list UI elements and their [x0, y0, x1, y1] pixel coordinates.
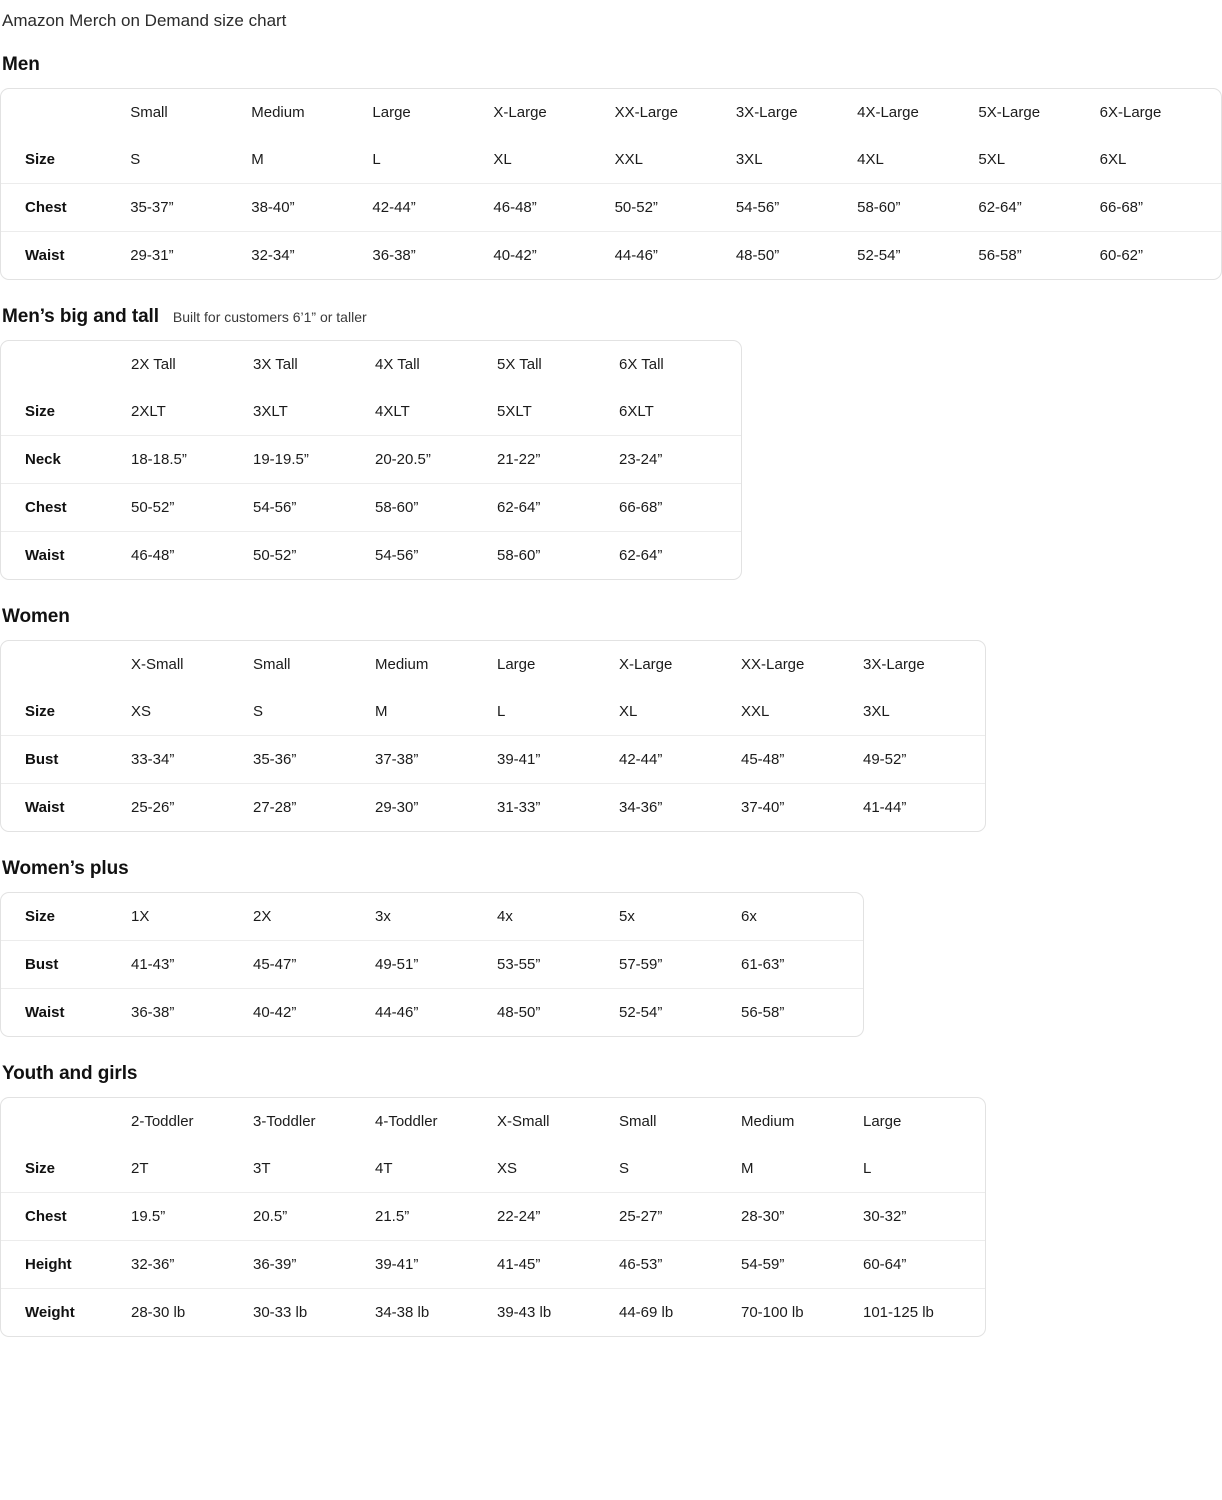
- table-cell: 49-51”: [375, 941, 497, 989]
- table-cell: 70-100 lb: [741, 1304, 804, 1322]
- column-header: 6X Tall: [619, 356, 664, 374]
- column-header: Medium: [741, 1113, 795, 1131]
- table-cell: S: [253, 688, 375, 736]
- table-row: [1, 388, 741, 436]
- table-cell: 46-53”: [619, 1241, 741, 1289]
- table-cell: L: [863, 1145, 985, 1193]
- table-row: [1, 1193, 985, 1241]
- section-title: Women’s plus: [2, 858, 129, 880]
- table-row: [1, 784, 985, 831]
- table-cell: 39-43 lb: [497, 1304, 552, 1322]
- column-header: Large: [497, 656, 536, 674]
- section-title: Youth and girls: [2, 1063, 138, 1085]
- table-cell: 5x: [619, 893, 741, 941]
- table-header-row: [1, 89, 1221, 136]
- table-cell: 3x: [375, 893, 497, 941]
- table-cell: 42-44”: [619, 736, 741, 784]
- table-cell: 37-40”: [741, 799, 785, 817]
- section-mens-big-and-tall: [0, 306, 1222, 580]
- column-header: Small: [253, 656, 291, 674]
- column-header: 4X Tall: [375, 356, 420, 374]
- table-cell: 39-41”: [375, 1241, 497, 1289]
- column-header: Large: [863, 1113, 902, 1131]
- size-table-mens-big-and-tall: [0, 340, 742, 580]
- size-table-men: [0, 88, 1222, 280]
- table-cell: 44-69 lb: [619, 1304, 674, 1322]
- section-title: Men: [2, 54, 40, 76]
- section-heading: [2, 306, 1222, 328]
- size-table-womens-plus: [0, 892, 864, 1037]
- table-cell: 3T: [253, 1145, 375, 1193]
- table-cell: 2XLT: [131, 388, 253, 436]
- table-cell: 56-58”: [978, 247, 1022, 265]
- table-cell: 29-30”: [375, 799, 419, 817]
- table-cell: 4XLT: [375, 388, 497, 436]
- row-header: Bust: [1, 736, 131, 784]
- table-cell: 4XL: [857, 136, 978, 184]
- table-row: [1, 436, 741, 484]
- table-cell: 40-42”: [493, 247, 537, 265]
- table-cell: 3XL: [736, 136, 857, 184]
- column-header: Small: [130, 104, 168, 122]
- table-cell: 6x: [741, 893, 863, 941]
- table-cell: 6XL: [1100, 136, 1221, 184]
- table-cell: 5XL: [978, 136, 1099, 184]
- table-cell: 19-19.5”: [253, 436, 375, 484]
- table-cell: XXL: [615, 136, 736, 184]
- section-women: [0, 606, 1222, 832]
- table-cell: 21.5”: [375, 1193, 497, 1241]
- table-cell: 35-36”: [253, 736, 375, 784]
- table-cell: 35-37”: [130, 184, 251, 232]
- table-cell: 41-45”: [497, 1241, 619, 1289]
- table-cell: 36-38”: [131, 1004, 175, 1022]
- table-cell: 32-34”: [251, 247, 295, 265]
- table-row: [1, 941, 863, 989]
- column-header: 6X-Large: [1099, 104, 1162, 122]
- table-cell: 31-33”: [497, 799, 541, 817]
- table-cell: 45-47”: [253, 941, 375, 989]
- table-cell: 54-59”: [741, 1241, 863, 1289]
- row-header: Height: [1, 1241, 131, 1289]
- table-cell: 44-46”: [375, 1004, 419, 1022]
- column-header: 5X-Large: [978, 104, 1041, 122]
- section-title: Men’s big and tall: [2, 306, 159, 328]
- table-cell: XXL: [741, 688, 863, 736]
- table-cell: 60-62”: [1099, 247, 1143, 265]
- table-cell: 50-52”: [615, 184, 736, 232]
- section-men: [0, 54, 1222, 280]
- row-header: Size: [1, 893, 131, 941]
- row-header: Neck: [1, 436, 131, 484]
- table-row: [1, 1289, 985, 1336]
- table-cell: 58-60”: [375, 484, 497, 532]
- column-header: Medium: [375, 656, 429, 674]
- column-header: 3-Toddler: [253, 1113, 316, 1131]
- table-cell: 48-50”: [497, 1004, 541, 1022]
- table-cell: 101-125 lb: [863, 1304, 934, 1322]
- column-header: X-Small: [131, 656, 184, 674]
- table-cell: 18-18.5”: [131, 436, 253, 484]
- table-corner-cell: [1, 641, 131, 688]
- table-cell: 46-48”: [493, 184, 614, 232]
- table-cell: 46-48”: [131, 547, 175, 565]
- table-cell: 25-26”: [131, 799, 175, 817]
- table-cell: 21-22”: [497, 436, 619, 484]
- table-cell: L: [497, 688, 619, 736]
- row-header: Chest: [1, 1193, 131, 1241]
- table-cell: 52-54”: [619, 1004, 663, 1022]
- column-header: Medium: [251, 104, 305, 122]
- table-cell: 28-30 lb: [131, 1304, 186, 1322]
- table-cell: 57-59”: [619, 941, 741, 989]
- row-header: Size: [1, 136, 130, 184]
- column-header: 4-Toddler: [375, 1113, 438, 1131]
- table-cell: XL: [493, 136, 614, 184]
- row-header: Waist: [25, 1004, 65, 1022]
- table-cell: 1X: [131, 893, 253, 941]
- table-cell: 32-36”: [131, 1241, 253, 1289]
- table-corner-cell: [1, 341, 131, 388]
- row-header: Chest: [1, 484, 131, 532]
- table-cell: 49-52”: [863, 736, 985, 784]
- table-cell: 34-38 lb: [375, 1304, 430, 1322]
- table-cell: 54-56”: [253, 484, 375, 532]
- row-header: Size: [1, 688, 131, 736]
- table-cell: 41-44”: [863, 799, 907, 817]
- table-cell: 23-24”: [619, 436, 741, 484]
- row-header: Waist: [25, 547, 65, 565]
- table-cell: 58-60”: [497, 547, 541, 565]
- table-row: [1, 688, 985, 736]
- table-cell: 28-30”: [741, 1193, 863, 1241]
- table-cell: 4T: [375, 1145, 497, 1193]
- table-cell: 66-68”: [1100, 184, 1221, 232]
- table-cell: 50-52”: [131, 484, 253, 532]
- table-header-row: [1, 1098, 985, 1145]
- table-row: [1, 484, 741, 532]
- column-header: X-Small: [497, 1113, 550, 1131]
- row-header: Size: [1, 388, 131, 436]
- table-cell: 29-31”: [130, 247, 174, 265]
- column-header: XX-Large: [614, 104, 678, 122]
- table-cell: L: [372, 136, 493, 184]
- table-cell: 20.5”: [253, 1193, 375, 1241]
- table-cell: S: [130, 136, 251, 184]
- column-header: Small: [619, 1113, 657, 1131]
- table-cell: XL: [619, 688, 741, 736]
- table-cell: 50-52”: [253, 547, 297, 565]
- page-title: Amazon Merch on Demand size chart: [2, 11, 287, 30]
- table-row: [1, 736, 985, 784]
- table-row: [1, 136, 1221, 184]
- table-cell: 39-41”: [497, 736, 619, 784]
- table-cell: 62-64”: [497, 484, 619, 532]
- table-cell: M: [741, 1145, 863, 1193]
- table-cell: 4x: [497, 893, 619, 941]
- section-note: Built for customers 6’1” or taller: [172, 309, 367, 326]
- table-cell: 2X: [253, 893, 375, 941]
- table-cell: XS: [131, 688, 253, 736]
- table-cell: 66-68”: [619, 484, 741, 532]
- section-heading: [2, 606, 1222, 628]
- column-header: 4X-Large: [857, 104, 919, 122]
- table-cell: 38-40”: [251, 184, 372, 232]
- sections-container: [0, 54, 1222, 1337]
- table-row: [1, 1145, 985, 1193]
- table-cell: 54-56”: [375, 547, 419, 565]
- section-youth-and-girls: [0, 1063, 1222, 1337]
- table-header-row: [1, 641, 985, 688]
- table-row: [1, 893, 863, 941]
- table-cell: 52-54”: [857, 247, 901, 265]
- table-cell: 44-46”: [614, 247, 658, 265]
- table-cell: 20-20.5”: [375, 436, 497, 484]
- table-cell: 6XLT: [619, 388, 741, 436]
- column-header: 2-Toddler: [131, 1113, 194, 1131]
- row-header: Weight: [25, 1304, 75, 1322]
- table-cell: 40-42”: [253, 1004, 297, 1022]
- table-cell: 60-64”: [863, 1241, 985, 1289]
- size-table-youth-and-girls: [0, 1097, 986, 1337]
- row-header: Waist: [25, 799, 65, 817]
- row-header: Chest: [1, 184, 130, 232]
- column-header: X-Large: [493, 104, 547, 122]
- table-cell: S: [619, 1145, 741, 1193]
- column-header: 3X-Large: [863, 656, 925, 674]
- table-cell: 19.5”: [131, 1193, 253, 1241]
- table-cell: 22-24”: [497, 1193, 619, 1241]
- table-row: [1, 1241, 985, 1289]
- column-header: Large: [372, 104, 411, 122]
- table-cell: 48-50”: [735, 247, 780, 265]
- column-header: 3X-Large: [735, 104, 798, 122]
- table-cell: 25-27”: [619, 1193, 741, 1241]
- table-cell: 56-58”: [741, 1004, 785, 1022]
- table-cell: 3XL: [863, 688, 985, 736]
- table-cell: 42-44”: [372, 184, 493, 232]
- table-cell: 36-38”: [372, 247, 416, 265]
- section-title: Women: [2, 606, 70, 628]
- table-cell: 62-64”: [978, 184, 1099, 232]
- section-heading: [2, 1063, 1222, 1085]
- row-header: Waist: [25, 247, 65, 265]
- section-heading: [2, 858, 1222, 880]
- section-womens-plus: [0, 858, 1222, 1037]
- table-corner-cell: [1, 89, 130, 136]
- table-row: [1, 989, 863, 1036]
- section-heading: [2, 54, 1222, 76]
- table-cell: 5XLT: [497, 388, 619, 436]
- table-cell: M: [251, 136, 372, 184]
- table-cell: 41-43”: [131, 941, 253, 989]
- table-header-row: [1, 341, 741, 388]
- table-cell: 53-55”: [497, 941, 619, 989]
- table-cell: 37-38”: [375, 736, 497, 784]
- size-table-women: [0, 640, 986, 832]
- table-row: [1, 532, 741, 579]
- column-header: 5X Tall: [497, 356, 542, 374]
- table-cell: 36-39”: [253, 1241, 375, 1289]
- table-cell: 45-48”: [741, 736, 863, 784]
- table-cell: XS: [497, 1145, 619, 1193]
- row-header: Size: [1, 1145, 131, 1193]
- row-header: Bust: [1, 941, 131, 989]
- table-cell: 58-60”: [857, 184, 978, 232]
- table-cell: 34-36”: [619, 799, 663, 817]
- table-cell: M: [375, 688, 497, 736]
- table-cell: 27-28”: [253, 799, 297, 817]
- table-cell: 2T: [131, 1145, 253, 1193]
- table-row: [1, 232, 1221, 279]
- table-corner-cell: [1, 1098, 131, 1145]
- column-header: 3X Tall: [253, 356, 298, 374]
- table-row: [1, 184, 1221, 232]
- table-cell: 61-63”: [741, 941, 863, 989]
- table-cell: 54-56”: [736, 184, 857, 232]
- column-header: 2X Tall: [131, 356, 176, 374]
- column-header: X-Large: [619, 656, 673, 674]
- table-cell: 33-34”: [131, 736, 253, 784]
- table-cell: 30-32”: [863, 1193, 985, 1241]
- column-header: XX-Large: [741, 656, 805, 674]
- table-cell: 30-33 lb: [253, 1304, 308, 1322]
- table-cell: 62-64”: [619, 547, 663, 565]
- table-cell: 3XLT: [253, 388, 375, 436]
